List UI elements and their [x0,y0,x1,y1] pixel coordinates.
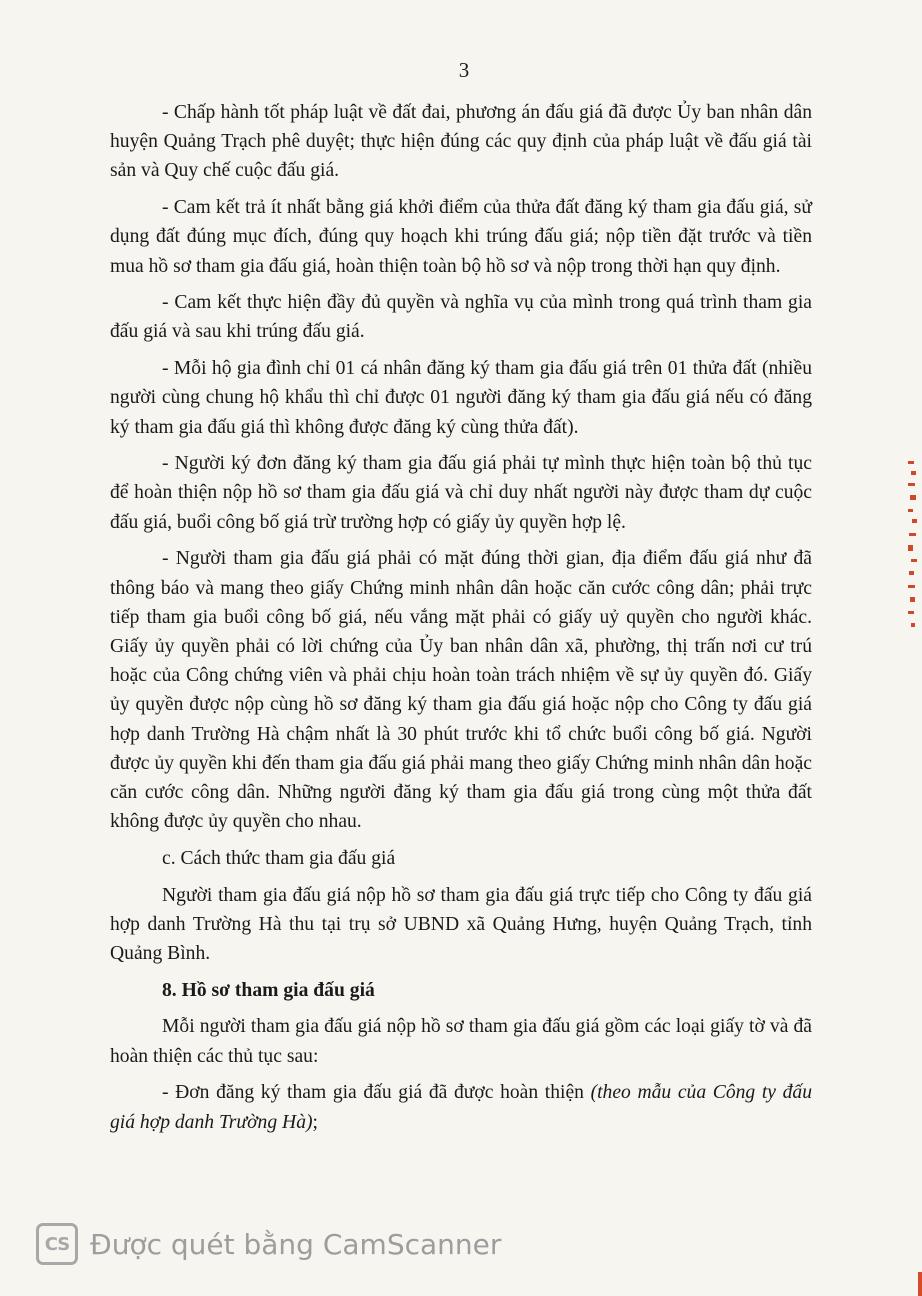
section-c-body: Người tham gia đấu giá nộp hồ sơ tham gia đấu giá trực tiếp cho Công ty đấu giá hợp danh Trường Hà thu tại trụ sở UBND xã Quảng Hưng, huyện Quảng Trạch, tỉnh Quảng Bình. [110,884,812,964]
camscanner-watermark [36,1222,501,1266]
item-1-text: - Đơn đăng ký tham gia đấu giá đã được hoàn thiện [162,1082,591,1104]
paragraph-commitment-rights: - Cam kết thực hiện đầy đủ quyền và nghĩa vụ của mình trong quá trình tham gia đấu giá và sau khi trúng đấu giá. [110,292,812,343]
section-8-intro: Mỗi người tham gia đấu giá nộp hồ sơ tham gia đấu giá gồm các loại giấy tờ và đã hoàn thiện các thủ tục sau: [110,1016,812,1067]
section-c-title: c. Cách thức tham gia đấu giá [162,847,396,869]
page-number: 3 [458,58,470,82]
paragraph-compliance: - Chấp hành tốt pháp luật về đất đai, phương án đấu giá đã được Ủy ban nhân dân huyện Quảng Trạch phê duyệt; thực hiện đúng các quy định của pháp luật về đấu giá tài sản và Quy chế cuộc đấu giá. [110,102,812,182]
red-seal-edge [906,455,920,635]
section-8-item-1 [110,1078,812,1136]
watermark-text: Được quét bằng CamScanner [90,1227,502,1261]
item-1-italic: (theo mẫu của Công ty đấu giá hợp danh Trường Hà) [110,1082,813,1133]
paragraph-signer-rule: - Người ký đơn đăng ký tham gia đấu giá phải tự mình thực hiện toàn bộ thủ tục để hoàn thiện nộp hồ sơ tham gia đấu giá và chỉ duy nhất người này được tham dự cuộc đấu giá, buổi công bố giá trừ trường hợp có giấy ủy quyền hợp lệ. [110,453,812,533]
document-body [110,98,812,1144]
section-8-heading: 8. Hồ sơ tham gia đấu giá [162,979,375,1001]
camscanner-logo-icon: CS [36,1223,78,1265]
item-1-end: ; [312,1111,318,1133]
paragraph-attendance-rule: - Người tham gia đấu giá phải có mặt đúng thời gian, địa điểm đấu giá như đã thông báo và mang theo giấy Chứng minh nhân dân hoặc căn cước công dân; phải trực tiếp tham gia buổi công bố giá, nếu vắng mặt phải có giấy uỷ quyền cho người khác. Giấy ủy quyền phải có lời chứng của Ủy ban nhân dân xã, phường, thị trấn nơi cư trú hoặc của Công chứng viên và phải chịu hoàn toàn trách nhiệm về sự ủy quyền đó. Giấy ủy quyền được nộp cùng hồ sơ đăng ký tham gia đấu giá hoặc nộp cho Công ty đấu giá hợp danh Trường Hà chậm nhất là 30 phút trước khi tổ chức buổi công bố giá. Người được ủy quyền khi đến tham gia đấu giá phải mang theo giấy Chứng minh nhân dân hoặc căn cước công dân. Những người đăng ký tham gia đấu giá trong cùng một thửa đất không được ủy quyền cho nhau. [110,548,812,833]
red-edge-bar [918,1272,922,1296]
paragraph-household-rule: - Mỗi hộ gia đình chỉ 01 cá nhân đăng ký tham gia đấu giá trên 01 thửa đất (nhiều người cùng chung hộ khẩu thì chỉ được 01 người đăng ký tham gia đấu giá nếu có đăng ký tham gia đấu giá thì không được đăng ký cùng thửa đất). [110,358,812,438]
paragraph-commitment-price: - Cam kết trả ít nhất bằng giá khởi điểm của thửa đất đăng ký tham gia đấu giá, sử dụng đất đúng mục đích, đúng quy hoạch khi trúng đấu giá; nộp tiền đặt trước và tiền mua hồ sơ tham gia đấu giá, hoàn thiện toàn bộ hồ sơ và nộp trong thời hạn quy định. [110,197,812,277]
